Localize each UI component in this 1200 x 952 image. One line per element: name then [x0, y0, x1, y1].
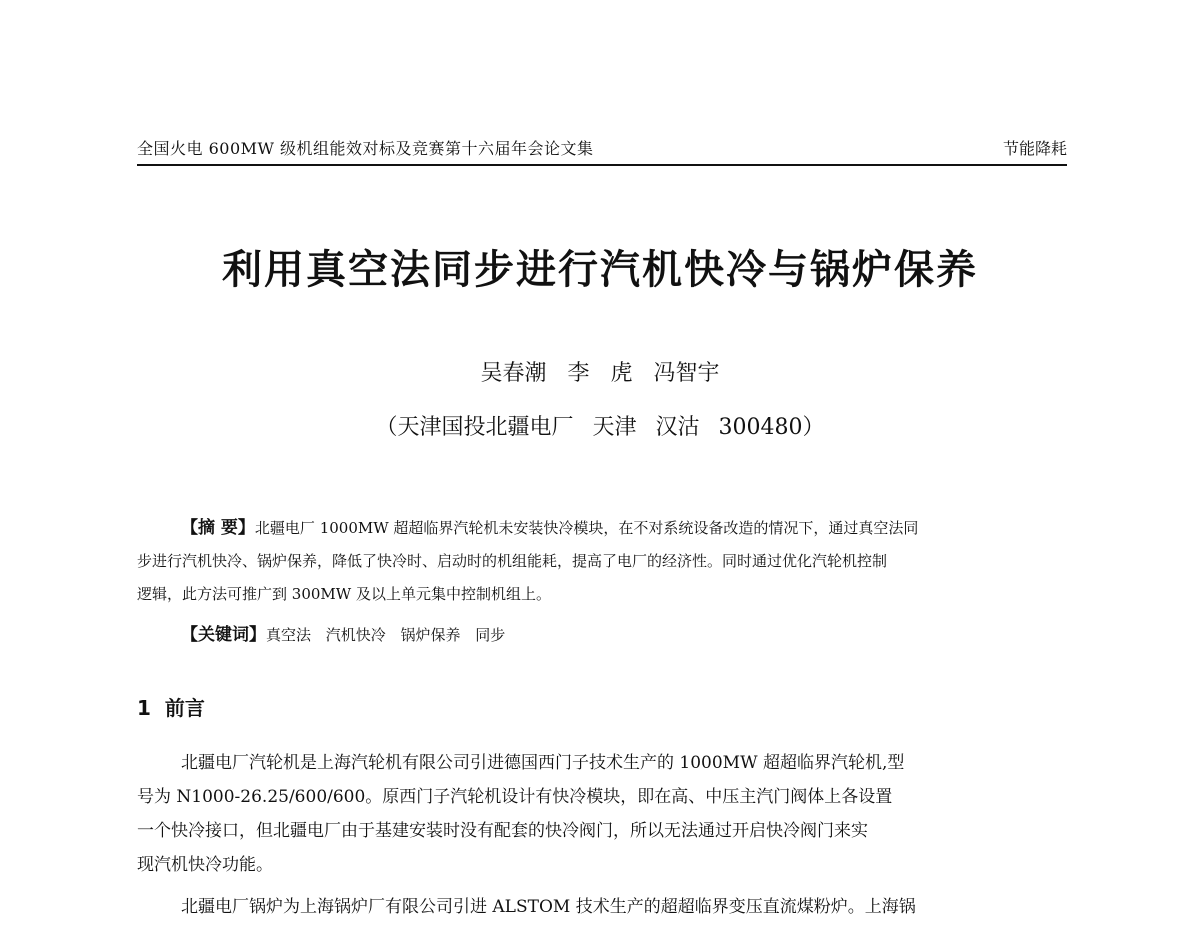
paragraph-gap	[137, 882, 1067, 890]
abstract-text: 北疆电厂 1000MW 超超临界汽轮机未安装快冷模块，在不对系统设备改造的情况下，通过真空法同	[254, 519, 919, 537]
paper-title: 利用真空法同步进行汽机快冷与锅炉保养	[222, 247, 978, 293]
keywords-label: 【关键词】	[181, 625, 266, 645]
abstract	[137, 512, 1067, 611]
abstract-line	[137, 512, 1067, 545]
section-title: 前言	[164, 696, 205, 720]
paper-affiliation: （天津国投北疆电厂 天津 汉沽 300480）	[375, 415, 825, 440]
section-heading	[137, 692, 205, 721]
paragraph-line: 北疆电厂汽轮机是上海汽轮机有限公司引进德国西门子技术生产的 1000MW 超超临界汽轮机,型	[181, 753, 905, 773]
header-proceedings-title: 全国火电 600MW 级机组能效对标及竞赛第十六届年会论文集	[137, 139, 594, 158]
header-divider	[137, 164, 1067, 166]
keywords	[181, 620, 505, 645]
body-text	[137, 746, 1067, 924]
paragraph-line: 北疆电厂锅炉为上海锅炉厂有限公司引进 ALSTOM 技术生产的超超临界变压直流煤粉炉。上海锅	[181, 897, 916, 917]
abstract-label: 【摘 要】	[181, 518, 255, 538]
paper-authors: 吴春潮 李 虎 冯智宇	[480, 361, 720, 386]
header-section-label: 节能降耗	[1002, 139, 1067, 158]
abstract-line: 步进行汽机快冷、锅炉保养，降低了快冷时、启动时的机组能耗，提高了电厂的经济性。同时通过优化汽轮机控制	[137, 552, 888, 570]
section-number: 1	[137, 696, 151, 720]
keywords-terms: 真空法 汽机快冷 锅炉保养 同步	[266, 626, 506, 644]
paragraph-line: 现汽机快冷功能。	[137, 855, 273, 875]
abstract-line: 逻辑，此方法可推广到 300MW 及以上单元集中控制机组上。	[137, 585, 551, 603]
paragraph-line: 号为 N1000-26.25/600/600。原西门子汽轮机设计有快冷模块，即在高、中压主汽门阀体上各设置	[137, 787, 893, 807]
paragraph-line: 一个快冷接口，但北疆电厂由于基建安装时没有配套的快冷阀门，所以无法通过开启快冷阀门来实	[137, 821, 868, 841]
running-header	[137, 132, 1067, 160]
